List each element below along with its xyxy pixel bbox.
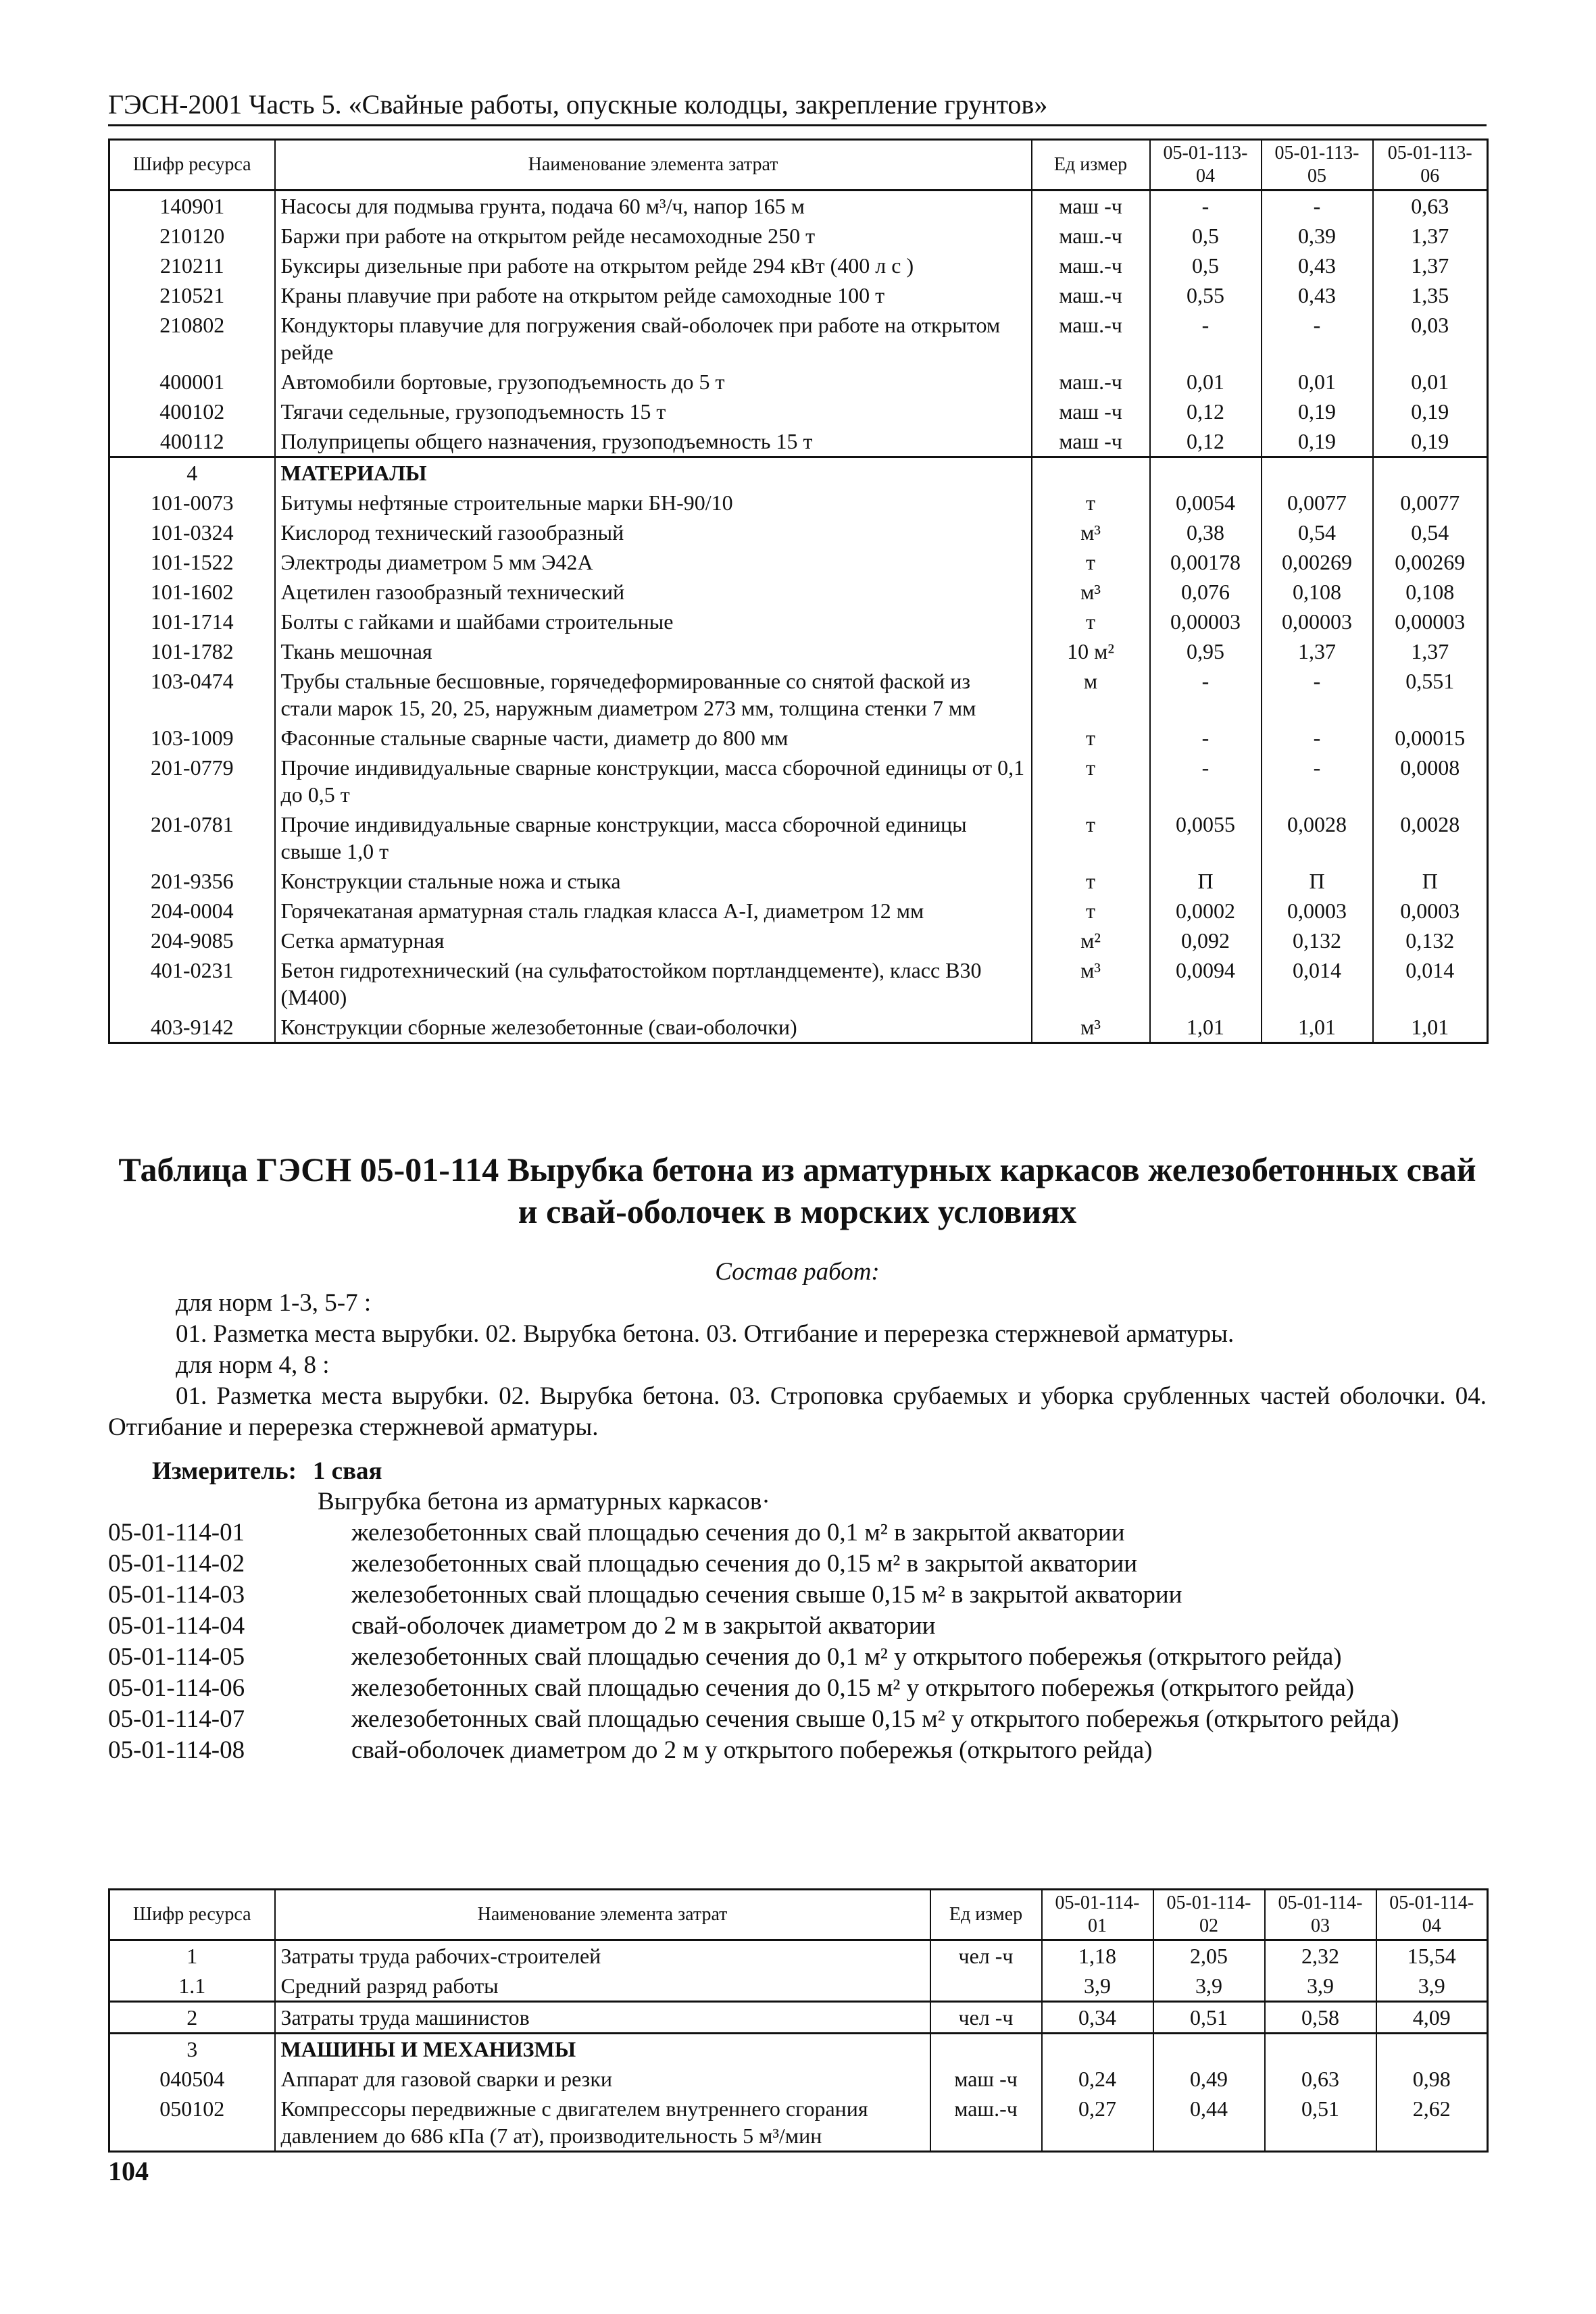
cell-v3: 0,108 [1373,577,1488,607]
column-header: Ед измер [1032,140,1150,191]
cell-code: 3 [109,2034,275,2065]
cell-v1: 0,0002 [1150,896,1262,926]
cell-code: 101-1602 [109,577,275,607]
cell-unit: маш -ч [1032,426,1150,457]
resource-table-113 [108,139,1489,1044]
cell-unit: т [1032,723,1150,753]
cell-v1: 0,55 [1150,280,1262,310]
cell-name: Конструкции стальные ножа и стыка [275,866,1032,896]
cell-v2: 0,49 [1153,2064,1265,2094]
table-row [109,280,1488,310]
cell-unit: маш.-ч [1032,251,1150,280]
cell-v3: 2,32 [1265,1940,1376,1971]
cell-unit [1032,457,1150,488]
page-number: 104 [108,2156,149,2186]
cell-name: Аппарат для газовой сварки и резки [275,2064,930,2094]
table-header-row [109,140,1488,191]
cell-name: Прочие индивидуальные сварные конструкции, масса сборочной единицы от 0,1 до 0,5 т [275,753,1032,809]
table-row [109,577,1488,607]
cell-code: 201-9356 [109,866,275,896]
cell-v3: 1,35 [1373,280,1488,310]
cell-v2: 0,01 [1262,367,1373,397]
table-row [109,547,1488,577]
work-composition [108,1257,1487,1443]
measure-line [108,1456,1487,1487]
cell-v1: 0,076 [1150,577,1262,607]
cell-v3: 0,19 [1373,426,1488,457]
cell-v2: 2,05 [1153,1940,1265,1971]
cell-v1 [1150,457,1262,488]
column-header: 05-01-114-03 [1265,1890,1376,1940]
cell-v1: - [1150,310,1262,367]
cell-name: Фасонные стальные сварные части, диаметр до 800 мм [275,723,1032,753]
cell-name: Кондукторы плавучие для погружения свай-оболочек при работе на открытом рейде [275,310,1032,367]
cell-unit: м² [1032,926,1150,955]
cell-unit: м [1032,666,1150,723]
cell-v3: 0,0008 [1373,753,1488,809]
table-row [109,753,1488,809]
cell-unit: маш.-ч [1032,221,1150,251]
cell-v1: 0,0054 [1150,488,1262,518]
cell-v3: 0,551 [1373,666,1488,723]
cell-code: 400102 [109,397,275,426]
table-row [109,666,1488,723]
column-header: 05-01-114-01 [1042,1890,1153,1940]
column-header: Наименование элемента затрат [275,140,1032,191]
cell-v1: П [1150,866,1262,896]
cell-v1: - [1150,191,1262,222]
table-row [109,397,1488,426]
cell-v3: 0,132 [1373,926,1488,955]
table-row [109,607,1488,636]
cell-unit: т [1032,866,1150,896]
cell-unit: маш.-ч [930,2094,1042,2152]
cell-code: 2 [109,2002,275,2034]
column-header: Наименование элемента затрат [275,1890,930,1940]
cell-v1: 0,34 [1042,2002,1153,2034]
table-row [109,926,1488,955]
norm-code: 05-01-114-04 [108,1612,245,1640]
cell-v3: 0,01 [1373,367,1488,397]
table-row [109,426,1488,457]
cell-name: Прочие индивидуальные сварные конструкции, масса сборочной единицы свыше 1,0 т [275,809,1032,866]
cell-code: 400001 [109,367,275,397]
cell-v2: 0,19 [1262,397,1373,426]
column-header: Шифр ресурса [109,140,275,191]
cell-v2 [1153,2034,1265,2065]
cell-v1: 0,0094 [1150,955,1262,1012]
table-row [109,488,1488,518]
table-row [109,251,1488,280]
cell-v1: 0,0055 [1150,809,1262,866]
norm-code: 05-01-114-08 [108,1736,245,1764]
cell-v1: - [1150,723,1262,753]
cell-code: 210521 [109,280,275,310]
cell-code: 204-0004 [109,896,275,926]
cell-code: 4 [109,457,275,488]
cell-unit: маш -ч [1032,397,1150,426]
cell-v1 [1042,2034,1153,2065]
cell-code: 210802 [109,310,275,367]
column-header: 05-01-114-04 [1376,1890,1488,1940]
cell-name: Болты с гайками и шайбами строительные [275,607,1032,636]
cell-code: 403-9142 [109,1012,275,1043]
cell-name: Компрессоры передвижные с двигателем внутреннего сгорания давлением до 686 кПа (7 ат), производительность 5 м³/мин [275,2094,930,2152]
cell-name: Бетон гидротехнический (на сульфатостойком портландцементе), класс В30 (М400) [275,955,1032,1012]
resource-table-114 [108,1888,1489,2153]
cell-v2: - [1262,310,1373,367]
cell-code: 400112 [109,426,275,457]
composition-label-2: для норм 4, 8 : [176,1351,330,1379]
cell-unit: т [1032,809,1150,866]
norm-item [108,1580,1487,1611]
cell-v2: 0,39 [1262,221,1373,251]
cell-v2: 1,01 [1262,1012,1373,1043]
cell-v2: 0,0077 [1262,488,1373,518]
table-row [109,457,1488,488]
cell-v3: 0,58 [1265,2002,1376,2034]
cell-unit [930,1971,1042,2002]
column-header: 05-01-113-04 [1150,140,1262,191]
norm-description: железобетонных свай площадью сечения до 0,15 м² в закрытой акватории [351,1550,1138,1578]
norm-description: свай-оболочек диаметром до 2 м у открытого побережья (открытого рейда) [351,1736,1153,1764]
norm-description: железобетонных свай площадью сечения до 0,1 м² у открытого побережья (открытого рейда) [351,1643,1342,1671]
table-heading: Таблица ГЭСН 05-01-114 Вырубка бетона из арматурных каркасов железобетонных свай и свай-оболочек в морских условиях [118,1151,1476,1230]
cell-unit: маш -ч [1032,191,1150,222]
norm-code: 05-01-114-07 [108,1705,245,1733]
cell-code: 140901 [109,191,275,222]
table-row [109,2064,1488,2094]
cell-code: 101-1714 [109,607,275,636]
composition-text-2: 01. Разметка места вырубки. 02. Вырубка бетона. 03. Строповка срубаемых и уборка срубленных частей оболочки. 04. Отгибание и перерезка стержневой арматуры. [108,1382,1487,1441]
cell-code: 101-0324 [109,518,275,547]
norm-item [108,1735,1487,1766]
composition-text-1: 01. Разметка места вырубки. 02. Вырубка бетона. 03. Отгибание и перерезка стержневой арматуры. [176,1320,1235,1348]
cell-code: 040504 [109,2064,275,2094]
cell-v2: - [1262,666,1373,723]
table-row [109,518,1488,547]
table-row [109,191,1488,222]
cell-v3: 0,03 [1373,310,1488,367]
cell-code: 204-9085 [109,926,275,955]
cell-v2: - [1262,191,1373,222]
cell-v4 [1376,2034,1488,2065]
cell-code: 103-0474 [109,666,275,723]
cell-unit: 10 м² [1032,636,1150,666]
cell-v3: 0,00269 [1373,547,1488,577]
cell-code: 050102 [109,2094,275,2152]
norm-code: 05-01-114-02 [108,1550,245,1578]
table-row [109,221,1488,251]
cell-name: Кислород технический газообразный [275,518,1032,547]
table-row [109,2034,1488,2065]
cell-v1: 0,38 [1150,518,1262,547]
cell-v2: 0,43 [1262,251,1373,280]
page-header: ГЭСН-2001 Часть 5. «Свайные работы, опускные колодцы, закрепление грунтов» [108,88,1487,126]
cell-name: Краны плавучие при работе на открытом рейде самоходные 100 т [275,280,1032,310]
cell-code: 210211 [109,251,275,280]
cell-v1: 0,5 [1150,221,1262,251]
column-header: 05-01-113-06 [1373,140,1488,191]
cell-code: 101-0073 [109,488,275,518]
cell-v1: 0,092 [1150,926,1262,955]
table-row [109,1940,1488,1971]
cell-name: Битумы нефтяные строительные марки БН-90/10 [275,488,1032,518]
cell-v2: 0,44 [1153,2094,1265,2152]
cell-v2: 0,43 [1262,280,1373,310]
cell-name: Буксиры дизельные при работе на открытом рейде 294 кВт (400 л с ) [275,251,1032,280]
cell-v2: - [1262,723,1373,753]
cell-v2: - [1262,753,1373,809]
cell-v1: 0,00003 [1150,607,1262,636]
cell-v1: 0,12 [1150,426,1262,457]
norm-item [108,1642,1487,1673]
cell-unit: т [1032,896,1150,926]
table-row [109,2002,1488,2034]
table-row [109,809,1488,866]
table-row [109,310,1488,367]
cell-name: Средний разряд работы [275,1971,930,2002]
column-header: Ед измер [930,1890,1042,1940]
norm-item [108,1673,1487,1704]
cell-v2: 3,9 [1153,1971,1265,2002]
column-header: 05-01-113-05 [1262,140,1373,191]
cell-unit: м³ [1032,518,1150,547]
cell-v4: 3,9 [1376,1971,1488,2002]
table-row [109,636,1488,666]
cell-v2: 0,54 [1262,518,1373,547]
cell-v3: 3,9 [1265,1971,1376,2002]
table-row [109,1012,1488,1043]
cell-unit: т [1032,607,1150,636]
cell-v1: 0,01 [1150,367,1262,397]
table-row [109,866,1488,896]
cell-name: Трубы стальные бесшовные, горячедеформированные со снятой фаской из стали марок 15, 20, 25, наружным диаметром 273 мм, толщина стенки 7 мм [275,666,1032,723]
table-header-row [109,1890,1488,1940]
norm-description: свай-оболочек диаметром до 2 м в закрытой акватории [351,1612,936,1640]
cell-unit: маш.-ч [1032,310,1150,367]
cell-v3: 0,63 [1265,2064,1376,2094]
cell-v3: 0,00003 [1373,607,1488,636]
norm-item [108,1611,1487,1642]
norm-description: железобетонных свай площадью сечения свыше 0,15 м² в закрытой акватории [351,1581,1182,1609]
cell-code: 1 [109,1940,275,1971]
cell-v3 [1265,2034,1376,2065]
cell-v3: 0,54 [1373,518,1488,547]
cell-v2: 1,37 [1262,636,1373,666]
norms-intro: Выгрубка бетона из арматурных каркасов· [318,1488,770,1515]
cell-v1: 1,18 [1042,1940,1153,1971]
cell-unit: т [1032,547,1150,577]
cell-v4: 4,09 [1376,2002,1488,2034]
cell-v3: 0,0003 [1373,896,1488,926]
cell-name: Затраты труда рабочих-строителей [275,1940,930,1971]
cell-unit: м³ [1032,577,1150,607]
norms-list [108,1486,1487,1766]
cell-unit: т [1032,488,1150,518]
cell-name: Тягачи седельные, грузоподъемность 15 т [275,397,1032,426]
norm-code: 05-01-114-01 [108,1519,245,1546]
norm-description: железобетонных свай площадью сечения свыше 0,15 м² у открытого побережья (открытого рейда) [351,1705,1399,1733]
cell-v1: 0,24 [1042,2064,1153,2094]
norm-item [108,1517,1487,1549]
cell-code: 201-0779 [109,753,275,809]
cell-code: 101-1522 [109,547,275,577]
cell-name: Затраты труда машинистов [275,2002,930,2034]
cell-v2: 0,108 [1262,577,1373,607]
cell-v2: 0,0028 [1262,809,1373,866]
cell-name: Электроды диаметром 5 мм Э42А [275,547,1032,577]
cell-v1: 0,12 [1150,397,1262,426]
cell-v2 [1262,457,1373,488]
norm-item [108,1704,1487,1735]
norm-code: 05-01-114-03 [108,1581,245,1609]
cell-v2: 0,014 [1262,955,1373,1012]
cell-v4: 15,54 [1376,1940,1488,1971]
table-row [109,955,1488,1012]
cell-unit [930,2034,1042,2065]
table-row [109,1971,1488,2002]
cell-name: Сетка арматурная [275,926,1032,955]
cell-v3: 0,00015 [1373,723,1488,753]
measure-label: Измеритель: [152,1457,297,1485]
norm-code: 05-01-114-06 [108,1674,245,1702]
cell-v3: 0,19 [1373,397,1488,426]
cell-name: МАШИНЫ И МЕХАНИЗМЫ [275,2034,930,2065]
cell-unit: маш -ч [930,2064,1042,2094]
cell-code: 401-0231 [109,955,275,1012]
cell-v2: 0,0003 [1262,896,1373,926]
cell-code: 210120 [109,221,275,251]
cell-name: Горячекатаная арматурная сталь гладкая класса А-I, диаметром 12 мм [275,896,1032,926]
table-row [109,367,1488,397]
norm-code: 05-01-114-05 [108,1643,245,1671]
cell-unit: м³ [1032,1012,1150,1043]
cell-name: Полуприцепы общего назначения, грузоподъемность 15 т [275,426,1032,457]
norm-item [108,1549,1487,1580]
cell-name: Насосы для подмыва грунта, подача 60 м³/ч, напор 165 м [275,191,1032,222]
table-row [109,896,1488,926]
cell-v3: П [1373,866,1488,896]
cell-v2: 0,19 [1262,426,1373,457]
cell-v3: 0,0028 [1373,809,1488,866]
cell-unit: т [1032,753,1150,809]
cell-v2: 0,51 [1153,2002,1265,2034]
cell-name: Ткань мешочная [275,636,1032,666]
cell-name: Конструкции сборные железобетонные (сваи-оболочки) [275,1012,1032,1043]
cell-v1: 3,9 [1042,1971,1153,2002]
cell-v3: 0,63 [1373,191,1488,222]
norm-description: железобетонных свай площадью сечения до 0,15 м² у открытого побережья (открытого рейда) [351,1674,1355,1702]
cell-v1: 0,5 [1150,251,1262,280]
cell-v1: 1,01 [1150,1012,1262,1043]
cell-v2: 0,132 [1262,926,1373,955]
cell-v3: 0,014 [1373,955,1488,1012]
cell-name: МАТЕРИАЛЫ [275,457,1032,488]
cell-unit: м³ [1032,955,1150,1012]
cell-v3: 1,37 [1373,221,1488,251]
cell-code: 1.1 [109,1971,275,2002]
cell-v1: - [1150,666,1262,723]
cell-v3 [1373,457,1488,488]
table-row [109,2094,1488,2152]
cell-v2: 0,00269 [1262,547,1373,577]
cell-code: 101-1782 [109,636,275,666]
cell-code: 201-0781 [109,809,275,866]
cell-v3: 1,01 [1373,1012,1488,1043]
composition-label-1: для норм 1-3, 5-7 : [176,1289,372,1317]
cell-v1: 0,95 [1150,636,1262,666]
composition-title: Состав работ: [715,1258,880,1286]
cell-v3: 1,37 [1373,636,1488,666]
table-row [109,723,1488,753]
cell-v2: П [1262,866,1373,896]
cell-v1: 0,00178 [1150,547,1262,577]
cell-v4: 0,98 [1376,2064,1488,2094]
cell-v3: 0,0077 [1373,488,1488,518]
cell-v2: 0,00003 [1262,607,1373,636]
norm-description: железобетонных свай площадью сечения до 0,1 м² в закрытой акватории [351,1519,1125,1546]
cell-v4: 2,62 [1376,2094,1488,2152]
cell-code: 103-1009 [109,723,275,753]
cell-name: Баржи при работе на открытом рейде несамоходные 250 т [275,221,1032,251]
cell-unit: маш.-ч [1032,367,1150,397]
column-header: Шифр ресурса [109,1890,275,1940]
cell-unit: чел -ч [930,1940,1042,1971]
cell-v3: 1,37 [1373,251,1488,280]
cell-name: Ацетилен газообразный технический [275,577,1032,607]
cell-unit: чел -ч [930,2002,1042,2034]
column-header: 05-01-114-02 [1153,1890,1265,1940]
cell-name: Автомобили бортовые, грузоподъемность до 5 т [275,367,1032,397]
cell-v1: - [1150,753,1262,809]
measure-value: 1 свая [312,1457,382,1485]
cell-unit: маш.-ч [1032,280,1150,310]
cell-v1: 0,27 [1042,2094,1153,2152]
cell-v3: 0,51 [1265,2094,1376,2152]
